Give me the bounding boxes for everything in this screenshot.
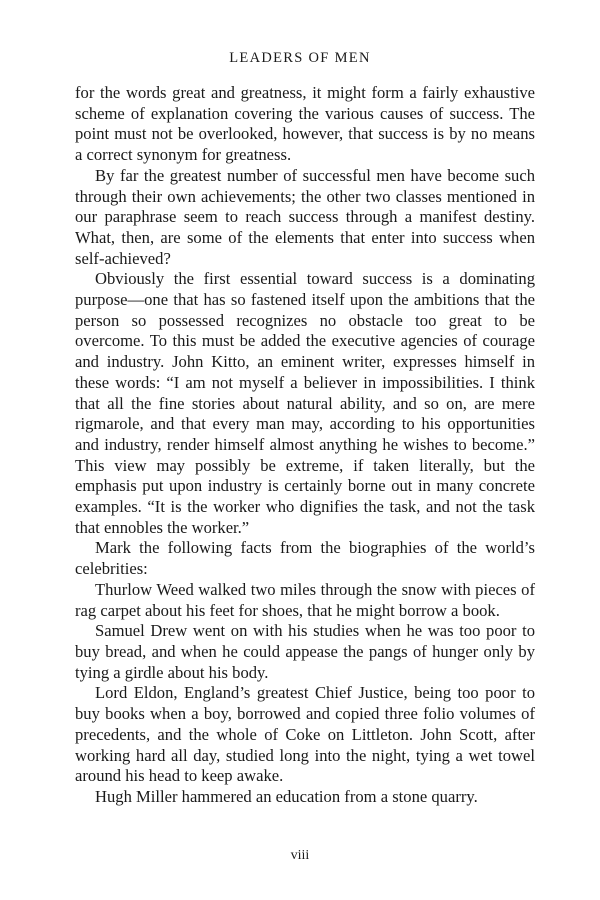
paragraph: Samuel Drew went on with his studies when he was too poor to buy bread, and when he could appease the pangs of hunger only by tying a girdle about his body.	[75, 621, 535, 682]
paragraph: Thurlow Weed walked two miles through the snow with pieces of rag carpet about his feet for shoes, that he might borrow a book.	[75, 579, 535, 620]
paragraph: Mark the following facts from the biographies of the world’s celebrities:	[75, 538, 535, 579]
paragraph: Lord Eldon, England’s greatest Chief Justice, being too poor to buy books when a boy, borrowed and copied three folio volumes of precedents, and the whole of Coke on Littleton. John Scott, after working hard all day, studied long into the night, tying a wet towel around his head to keep awake.	[75, 683, 535, 786]
paragraph: By far the greatest number of successful men have become such through their own achievements; the other two classes mentioned in our paraphrase seem to reach success through a manifest destiny. What, then, are some of the elements that enter into success when self-achieved?	[75, 165, 535, 268]
running-head: LEADERS OF MEN	[229, 50, 371, 66]
page-number: viii	[290, 848, 310, 863]
body-text	[75, 83, 535, 808]
paragraph: Hugh Miller hammered an education from a stone quarry.	[95, 786, 478, 806]
paragraph-continued: for the words great and greatness, it might form a fairly exhaustive scheme of explanation covering the various causes of success. The point must not be overlooked, however, that success is by no means a correct synonym for greatness.	[75, 83, 535, 165]
paragraph: Obviously the first essential toward success is a dominating purpose—one that has so fastened itself upon the ambitions that the person so possessed recognizes no obstacle too great to be overcome. To this must be added the executive agencies of courage and industry. John Kitto, an eminent writer, expresses himself in these words: “I am not myself a believer in impossibilities. I think that all the fine stories about natural ability, and so on, are mere rigmarole, and that every man may, according to his opportunities and industry, render himself almost anything he wishes to become.” This view may possibly be extreme, if taken literally, but the emphasis put upon industry is certainly borne out in many concrete examples. “It is the worker who dignifies the task, and not the task that ennobles the worker.”	[75, 269, 535, 537]
